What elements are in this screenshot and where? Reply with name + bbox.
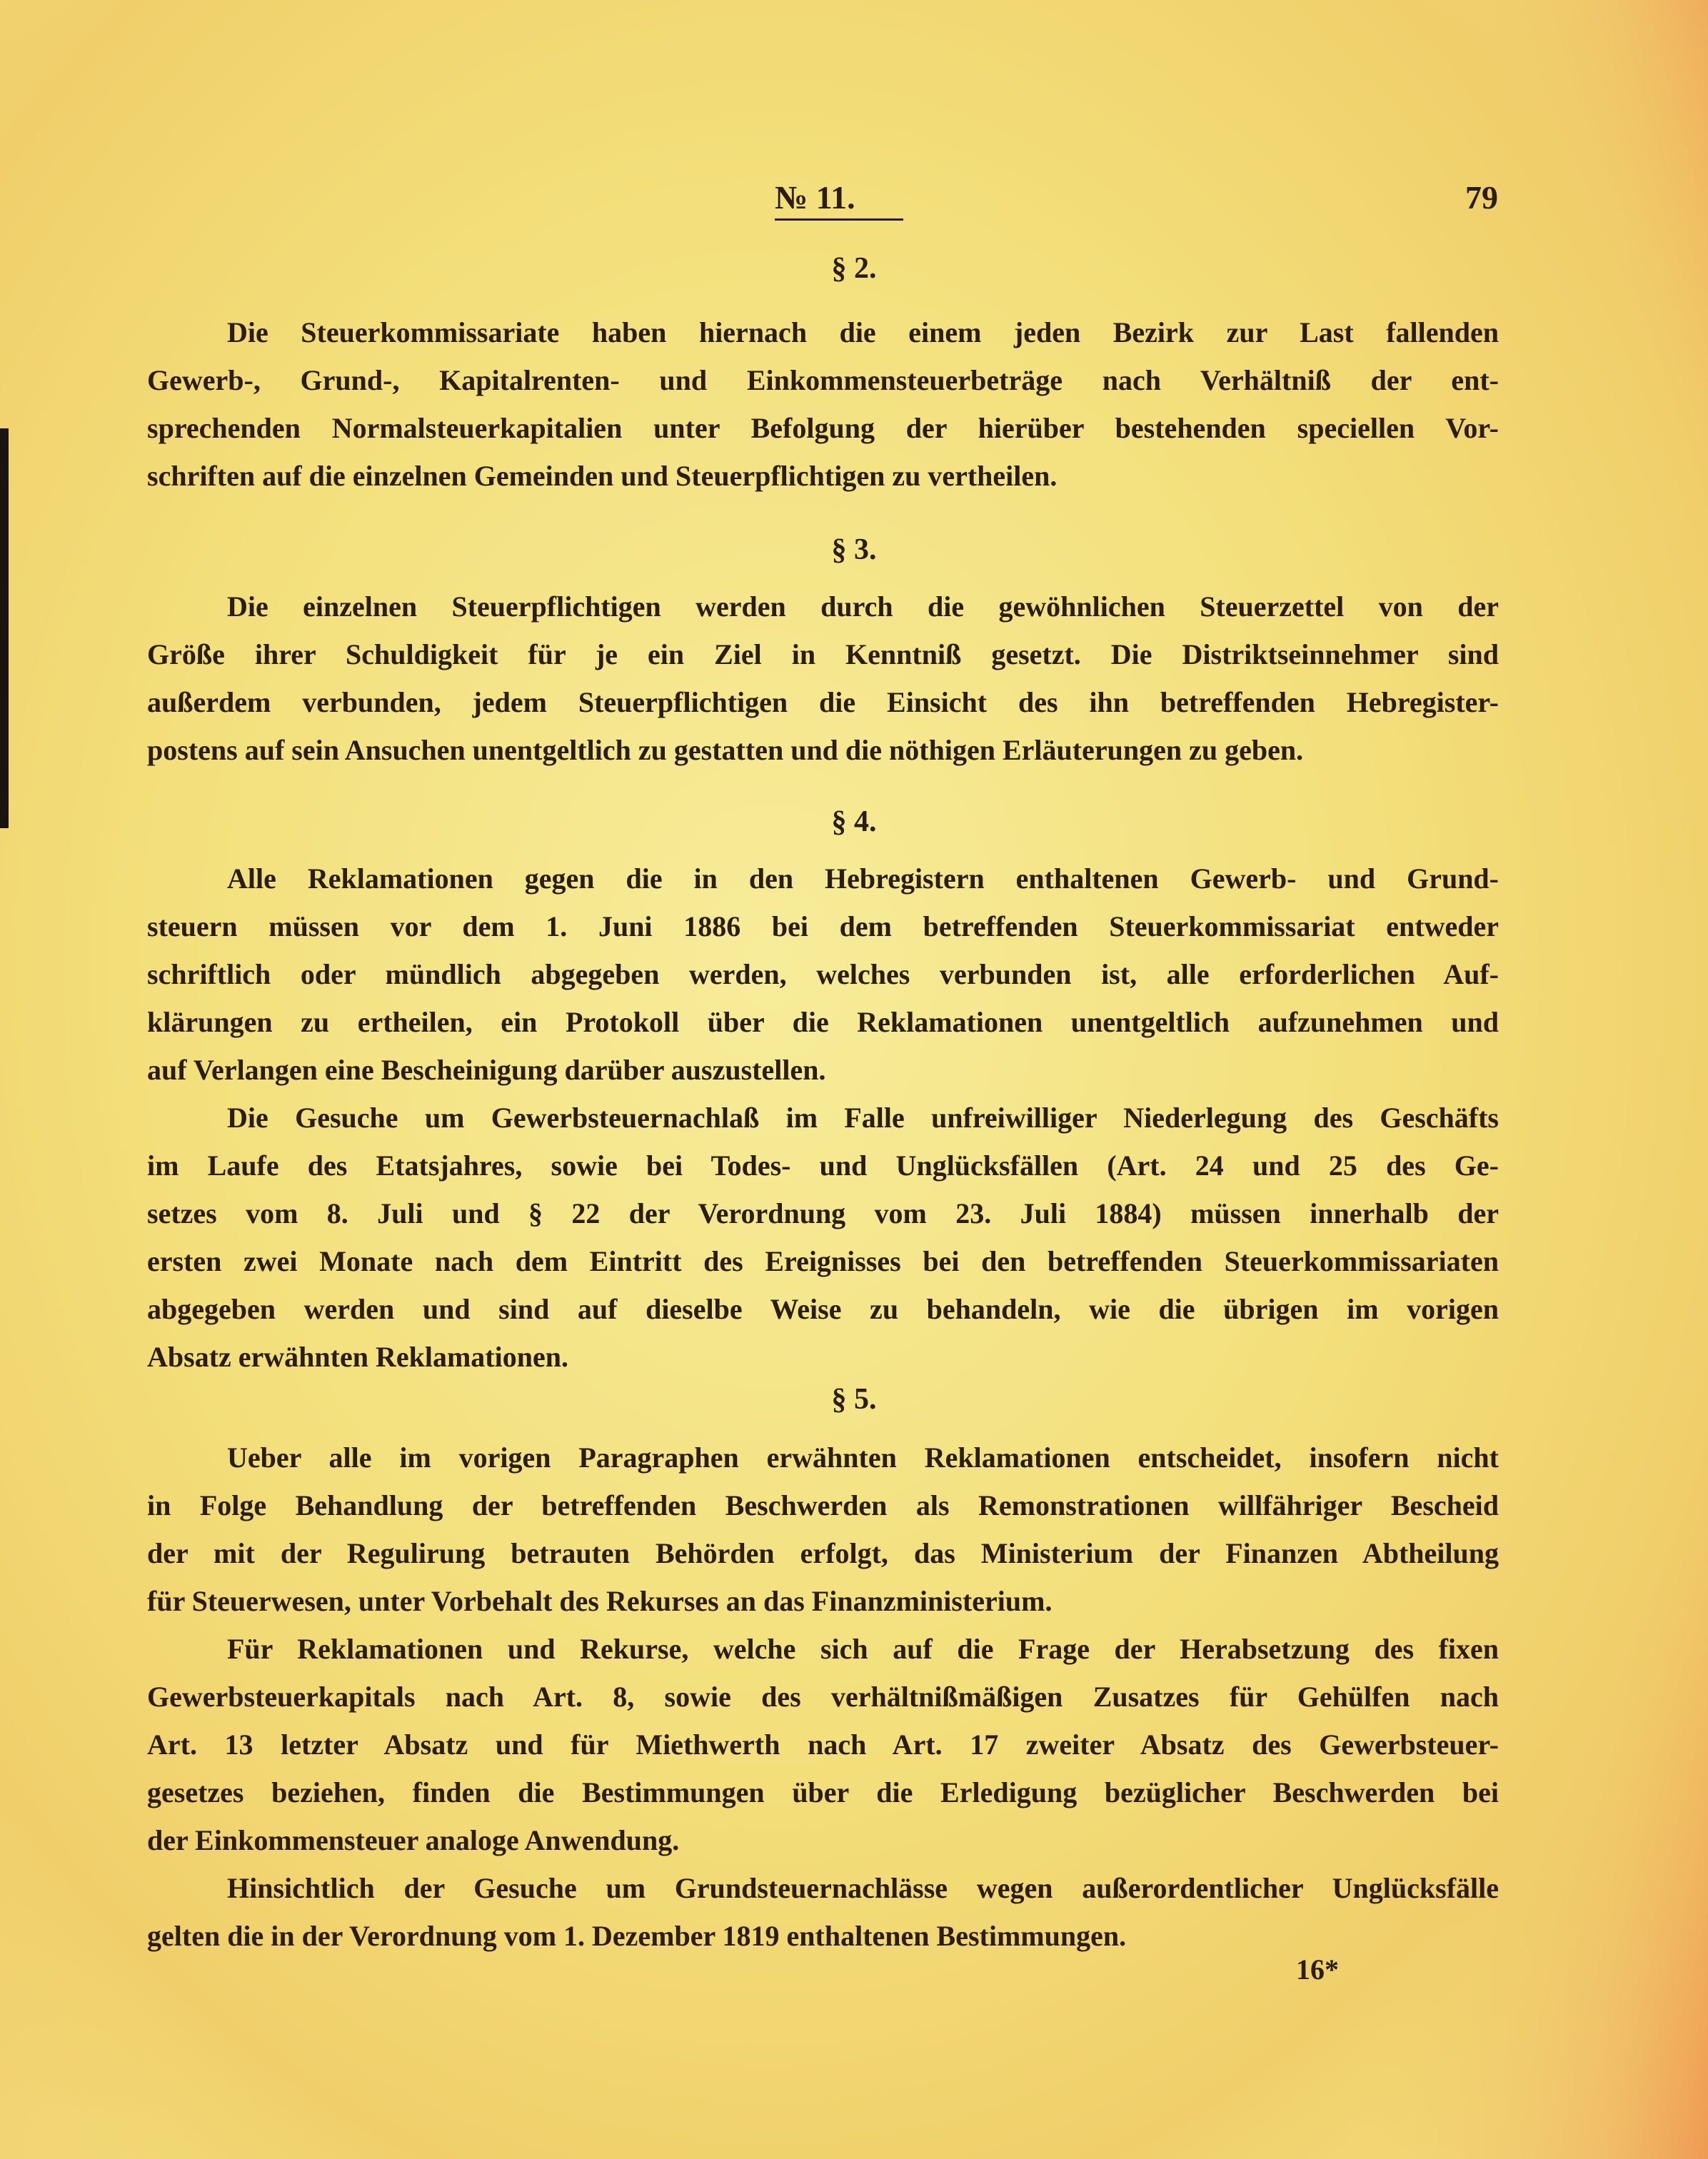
paragraph [147, 1625, 1499, 1864]
header-rule [775, 218, 903, 221]
paragraph [147, 855, 1499, 1094]
text-line: im Laufe des Etatsjahres, sowie bei Todes- und Unglücksfällen (Art. 24 und 25 des Ge- [147, 1149, 1499, 1182]
section-heading-5: § 5. [831, 1383, 877, 1416]
text-line: Ueber alle im vorigen Paragraphen erwähnten Reklamationen entscheidet, insofern nicht [227, 1441, 1499, 1474]
text-line: gesetzes beziehen, finden die Bestimmungen über die Erledigung bezüglicher Beschwerden bei [147, 1776, 1499, 1808]
text-line: der Einkommensteuer analoge Anwendung. [147, 1824, 680, 1856]
paragraph [147, 1094, 1499, 1382]
text-line: auf Verlangen eine Bescheinigung darüber auszustellen. [147, 1054, 826, 1086]
text-line: steuern müssen vor dem 1. Juni 1886 bei dem betreffenden Steuerkommissariat entweder [147, 910, 1499, 942]
section-heading-4: § 4. [831, 805, 877, 838]
signature-mark: 16* [1296, 1953, 1339, 1986]
issue-number: № 11. [775, 179, 855, 216]
text-line: sprechenden Normalsteuerkapitalien unter Befolgung der hierüber bestehenden speciellen Vor- [147, 412, 1499, 444]
text-line: Hinsichtlich der Gesuche um Grundsteuernachlässe wegen außerordentlicher Unglücksfälle [227, 1872, 1499, 1904]
text-line: in Folge Behandlung der betreffenden Beschwerden als Remonstrationen willfähriger Bescheid [147, 1489, 1499, 1521]
text-line: außerdem verbunden, jedem Steuerpflichtigen die Einsicht des ihn betreffenden Hebregister- [147, 686, 1499, 718]
section-heading-2: § 2. [831, 252, 877, 285]
text-line: schriftlich oder mündlich abgegeben werden, welches verbunden ist, alle erforderlichen Auf- [147, 958, 1499, 990]
text-line: der mit der Regulirung betrauten Behörden erfolgt, das Ministerium der Finanzen Abtheilung [147, 1537, 1499, 1569]
section-3-body [147, 583, 1499, 774]
section-heading-3: § 3. [831, 533, 877, 566]
paragraph [147, 308, 1499, 500]
text-line: abgegeben werden und sind auf dieselbe Weise zu behandeln, wie die übrigen im vorigen [147, 1293, 1499, 1325]
text-line: klärungen zu ertheilen, ein Protokoll über die Reklamationen unentgeltlich aufzunehmen und [147, 1006, 1499, 1038]
text-line: setzes vom 8. Juli und § 22 der Verordnung vom 23. Juli 1884) müssen innerhalb der [147, 1197, 1499, 1229]
text-line: postens auf sein Ansuchen unentgeltlich zu gestatten und die nöthigen Erläuterungen zu geben. [147, 734, 1304, 766]
text-line: Für Reklamationen und Rekurse, welche sich auf die Frage der Herabsetzung des fixen [227, 1633, 1499, 1665]
section-4-body [147, 855, 1499, 1382]
text-line: Art. 13 letzter Absatz und für Miethwerth nach Art. 17 zweiter Absatz des Gewerbsteuer- [147, 1728, 1499, 1761]
section-5-body [147, 1434, 1499, 1960]
text-line: Die Gesuche um Gewerbsteuernachlaß im Falle unfreiwilliger Niederlegung des Geschäfts [227, 1102, 1499, 1134]
text-line: Die Steuerkommissariate haben hiernach die einem jeden Bezirk zur Last fallenden [227, 316, 1499, 348]
page-number: 79 [1465, 179, 1498, 216]
text-line: schriften auf die einzelnen Gemeinden und Steuerpflichtigen zu vertheilen. [147, 460, 1058, 492]
text-line: Alle Reklamationen gegen die in den Hebregistern enthaltenen Gewerb- und Grund- [227, 862, 1499, 895]
text-line: Gewerb-, Grund-, Kapitalrenten- und Einkommensteuerbeträge nach Verhältniß der ent- [147, 364, 1499, 396]
section-2-body [147, 308, 1499, 500]
scan-edge [0, 428, 9, 828]
text-line: ersten zwei Monate nach dem Eintritt des Ereignisses bei den betreffenden Steuerkommissariaten [147, 1245, 1499, 1277]
text-line: gelten die in der Verordnung vom 1. Dezember 1819 enthaltenen Bestimmungen. [147, 1920, 1127, 1952]
text-line: Die einzelnen Steuerpflichtigen werden durch die gewöhnlichen Steuerzettel von der [227, 590, 1499, 623]
paragraph [147, 1864, 1499, 1960]
paragraph [147, 583, 1499, 774]
paragraph [147, 1434, 1499, 1625]
text-line: für Steuerwesen, unter Vorbehalt des Rekurses an das Finanzministerium. [147, 1585, 1053, 1617]
text-line: Größe ihrer Schuldigkeit für je ein Ziel in Kenntniß gesetzt. Die Distriktseinnehmer sind [147, 638, 1499, 670]
text-line: Absatz erwähnten Reklamationen. [147, 1341, 568, 1373]
text-line: Gewerbsteuerkapitals nach Art. 8, sowie des verhältnißmäßigen Zusatzes für Gehülfen nach [147, 1681, 1499, 1713]
